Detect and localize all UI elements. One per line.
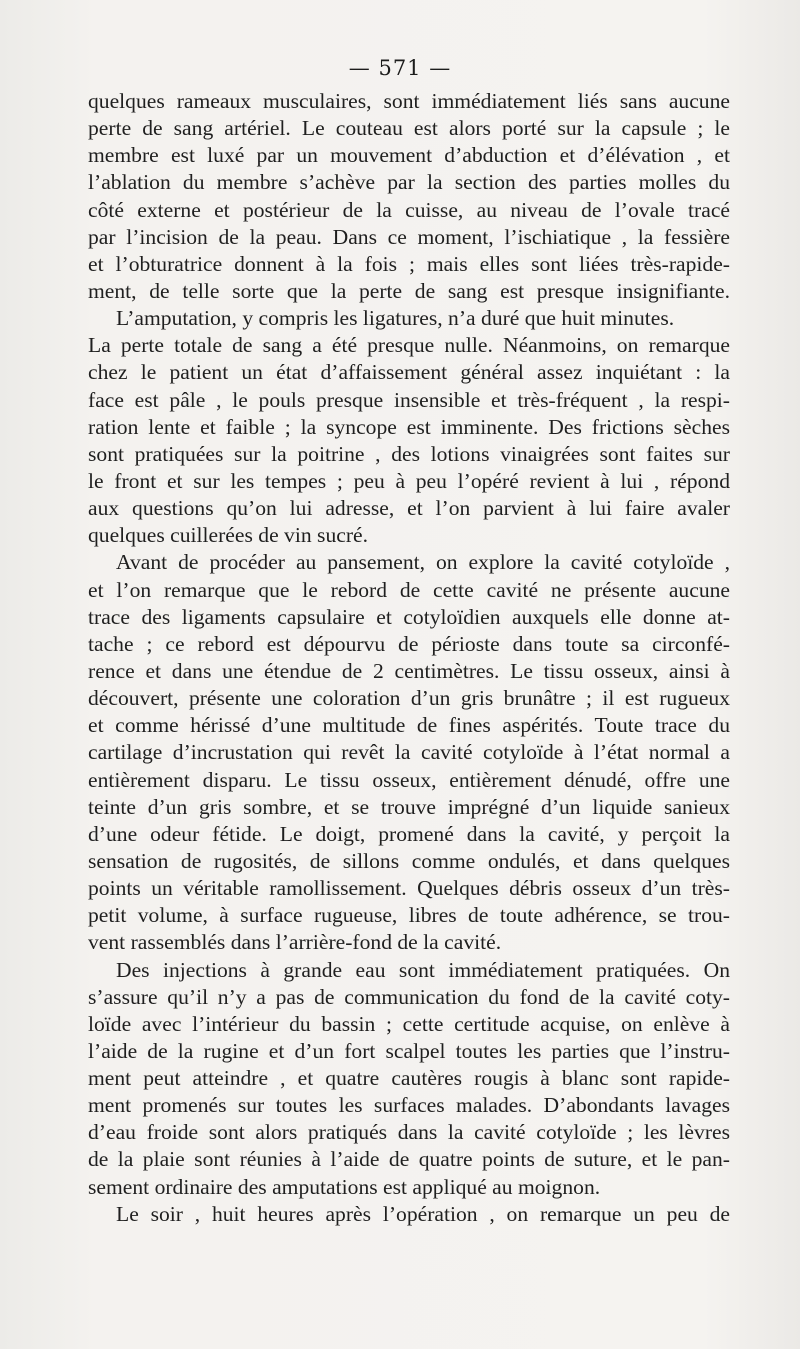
text-line: d’une odeur fétide. Le doigt, promené dans la cavité, y perçoit la	[88, 821, 730, 846]
text-line: ment, de telle sorte que la perte de sang est presque insignifiante.	[88, 278, 730, 303]
text-line: points un véritable ramollissement. Quelques débris osseux d’un très-	[88, 876, 730, 901]
text-line: vent rassemblés dans l’arrière-fond de la cavité.	[88, 930, 502, 955]
text-line: aux questions qu’on lui adresse, et l’on parvient à lui faire avaler	[88, 496, 730, 521]
text-line: entièrement disparu. Le tissu osseux, entièrement dénudé, offre une	[88, 767, 730, 792]
text-line: et l’on remarque que le rebord de cette cavité ne présente aucune	[88, 577, 730, 602]
text-line: et comme hérissé d’une multitude de fines aspérités. Toute trace du	[88, 713, 730, 738]
text-line: s’assure qu’il n’y a pas de communication du fond de la cavité coty-	[88, 984, 730, 1009]
text-line: trace des ligaments capsulaire et cotyloïdien auxquels elle donne at-	[88, 604, 730, 629]
text-line: La perte totale de sang a été presque nulle. Néanmoins, on remarque	[88, 333, 730, 358]
text-line: Le soir , huit heures après l’opération , on remarque un peu de	[116, 1201, 730, 1226]
text-line: L’amputation, y compris les ligatures, n’a duré que huit minutes.	[116, 306, 675, 331]
text-line: par l’incision de la peau. Dans ce moment, l’ischiatique , la fessière	[88, 224, 730, 249]
text-line: et l’obturatrice donnent à la fois ; mais elles sont liées très-rapide-	[88, 251, 730, 276]
text-line: le front et sur les tempes ; peu à peu l’opéré revient à lui , répond	[88, 468, 730, 493]
text-line: Des injections à grande eau sont immédiatement pratiquées. On	[116, 957, 730, 982]
text-line: l’aide de la rugine et d’un fort scalpel toutes les parties que l’instru-	[88, 1038, 730, 1063]
text-line: quelques rameaux musculaires, sont immédiatement liés sans aucune	[88, 89, 730, 113]
text-line: petit volume, à surface rugueuse, libres de toute adhérence, se trou-	[88, 903, 730, 928]
text-line: loïde avec l’intérieur du bassin ; cette certitude acquise, on enlève à	[88, 1011, 730, 1036]
text-line: quelques cuillerées de vin sucré.	[88, 523, 369, 548]
text-line: l’ablation du membre s’achève par la section des parties molles du	[88, 170, 730, 195]
text-line: côté externe et postérieur de la cuisse, au niveau de l’ovale tracé	[88, 197, 730, 222]
page-number: — 571 —	[348, 56, 452, 80]
text-line: ment peut atteindre , et quatre cautères rougis à blanc sont rapide-	[88, 1066, 730, 1091]
text-line: sensation de rugosités, de sillons comme ondulés, et dans quelques	[88, 848, 730, 873]
text-line: ration lente et faible ; la syncope est imminente. Des frictions sèches	[88, 414, 730, 439]
body-text	[88, 88, 730, 1228]
text-line: sement ordinaire des amputations est appliqué au moignon.	[88, 1174, 601, 1199]
text-line: découvert, présente une coloration d’un gris brunâtre ; il est rugueux	[88, 686, 730, 711]
text-line: d’eau froide sont alors pratiqués dans la cavité cotyloïde ; les lèvres	[88, 1120, 730, 1145]
text-line: rence et dans une étendue de 2 centimètres. Le tissu osseux, ainsi à	[88, 658, 730, 683]
text-line: ment promenés sur toutes les surfaces malades. D’abondants lavages	[88, 1093, 730, 1118]
text-line: tache ; ce rebord est dépourvu de périoste dans toute sa circonfé-	[88, 631, 730, 656]
text-line: membre est luxé par un mouvement d’abduction et d’élévation , et	[88, 143, 730, 168]
text-line: perte de sang artériel. Le couteau est alors porté sur la capsule ; le	[88, 116, 730, 141]
text-line: cartilage d’incrustation qui revêt la cavité cotyloïde à l’état normal a	[88, 740, 730, 765]
text-line: sont pratiquées sur la poitrine , des lotions vinaigrées sont faites sur	[88, 441, 730, 466]
text-line: teinte d’un gris sombre, et se trouve imprégné d’un liquide sanieux	[88, 794, 730, 819]
text-line: de la plaie sont réunies à l’aide de quatre points de suture, et le pan-	[88, 1147, 730, 1172]
text-line: Avant de procéder au pansement, on explore la cavité cotyloïde ,	[116, 550, 730, 575]
text-line: chez le patient un état d’affaissement général assez inquiétant : la	[88, 360, 730, 385]
text-line: face est pâle , le pouls presque insensible et très-fréquent , la respi-	[88, 387, 730, 412]
